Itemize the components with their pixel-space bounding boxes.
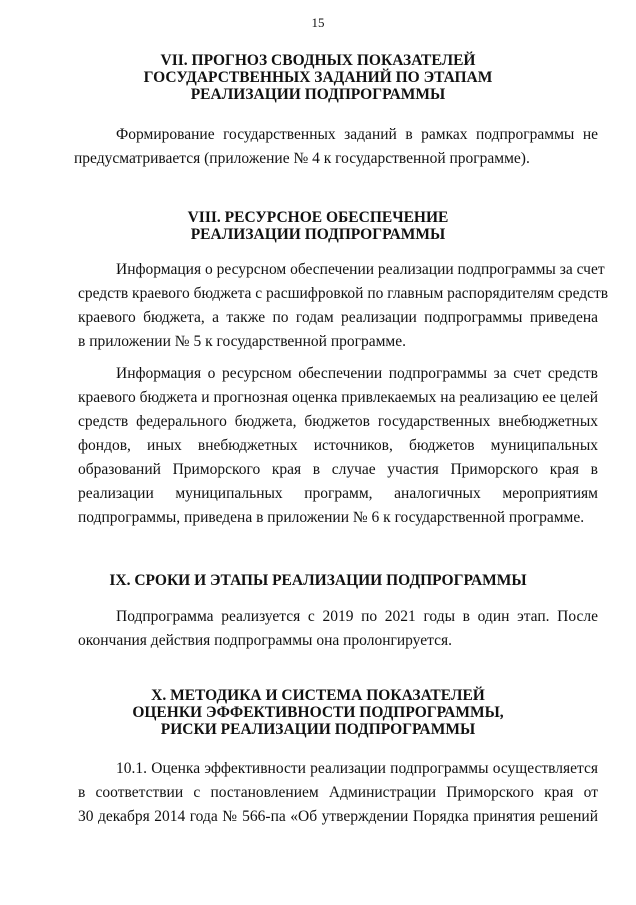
text-line: Подпрограмма реализуется с 2019 по 2021 годы в один этап. После bbox=[116, 608, 598, 625]
text-line: окончания действия подпрограммы она пролонгируется. bbox=[78, 632, 452, 649]
heading-line: РЕАЛИЗАЦИИ ПОДПРОГРАММЫ bbox=[190, 86, 446, 103]
heading-line: РЕАЛИЗАЦИИ ПОДПРОГРАММЫ bbox=[190, 226, 446, 243]
text-line: средств федерального бюджета, бюджетов государственных внебюджетных bbox=[78, 413, 598, 430]
text-line: образований Приморского края в случае участия Приморского края в bbox=[78, 461, 598, 478]
text-line: Информация о ресурсном обеспечении реализации подпрограммы за счет bbox=[116, 261, 605, 278]
text-line: в соответствии с постановлением Администрации Приморского края от bbox=[78, 784, 598, 801]
heading-line: VIII. РЕСУРСНОЕ ОБЕСПЕЧЕНИЕ bbox=[187, 209, 449, 226]
section-heading-viii bbox=[40, 209, 596, 243]
text-line: реализации муниципальных программ, аналогичных мероприятиям bbox=[78, 485, 598, 502]
heading-line: X. МЕТОДИКА И СИСТЕМА ПОКАЗАТЕЛЕЙ bbox=[151, 687, 485, 704]
heading-line: РИСКИ РЕАЛИЗАЦИИ ПОДПРОГРАММЫ bbox=[160, 721, 476, 738]
text-line: краевого бюджета, а также по годам реализации подпрограммы приведена bbox=[78, 309, 598, 326]
text-line: Формирование государственных заданий в рамках подпрограммы не bbox=[116, 126, 598, 143]
text-line: предусматривается (приложение № 4 к государственной программе). bbox=[74, 150, 530, 167]
heading-line: ОЦЕНКИ ЭФФЕКТИВНОСТИ ПОДПРОГРАММЫ, bbox=[132, 704, 504, 721]
paragraph bbox=[78, 757, 598, 829]
text-line: в приложении № 5 к государственной программе. bbox=[78, 333, 406, 350]
heading-line: IX. СРОКИ И ЭТАПЫ РЕАЛИЗАЦИИ ПОДПРОГРАММЫ bbox=[109, 572, 527, 589]
text-line: подпрограммы, приведена в приложении № 6 к государственной программе. bbox=[78, 509, 585, 526]
heading-line: ГОСУДАРСТВЕННЫХ ЗАДАНИЙ ПО ЭТАПАМ bbox=[143, 69, 493, 86]
section-heading-ix bbox=[40, 572, 596, 589]
paragraph bbox=[78, 605, 598, 653]
text-line: краевого бюджета и прогнозная оценка привлекаемых на реализацию ее целей bbox=[78, 389, 598, 406]
text-line: фондов, иных внебюджетных источников, бюджетов муниципальных bbox=[78, 437, 598, 454]
heading-line: VII. ПРОГНОЗ СВОДНЫХ ПОКАЗАТЕЛЕЙ bbox=[160, 52, 476, 69]
section-heading-x bbox=[40, 687, 596, 738]
section-heading-vii bbox=[40, 52, 596, 103]
text-line: Информация о ресурсном обеспечении подпрограммы за счет средств bbox=[116, 365, 598, 382]
text-line: 30 декабря 2014 года № 566-па «Об утверждении Порядка принятия решений bbox=[78, 808, 598, 825]
paragraph bbox=[78, 362, 598, 530]
text-line: средств краевого бюджета с расшифровкой по главным распорядителям средств bbox=[78, 285, 609, 302]
text-line: 10.1. Оценка эффективности реализации подпрограммы осуществляется bbox=[116, 760, 598, 777]
paragraph bbox=[78, 258, 609, 354]
paragraph bbox=[74, 123, 598, 171]
page-number: 15 bbox=[311, 15, 325, 30]
